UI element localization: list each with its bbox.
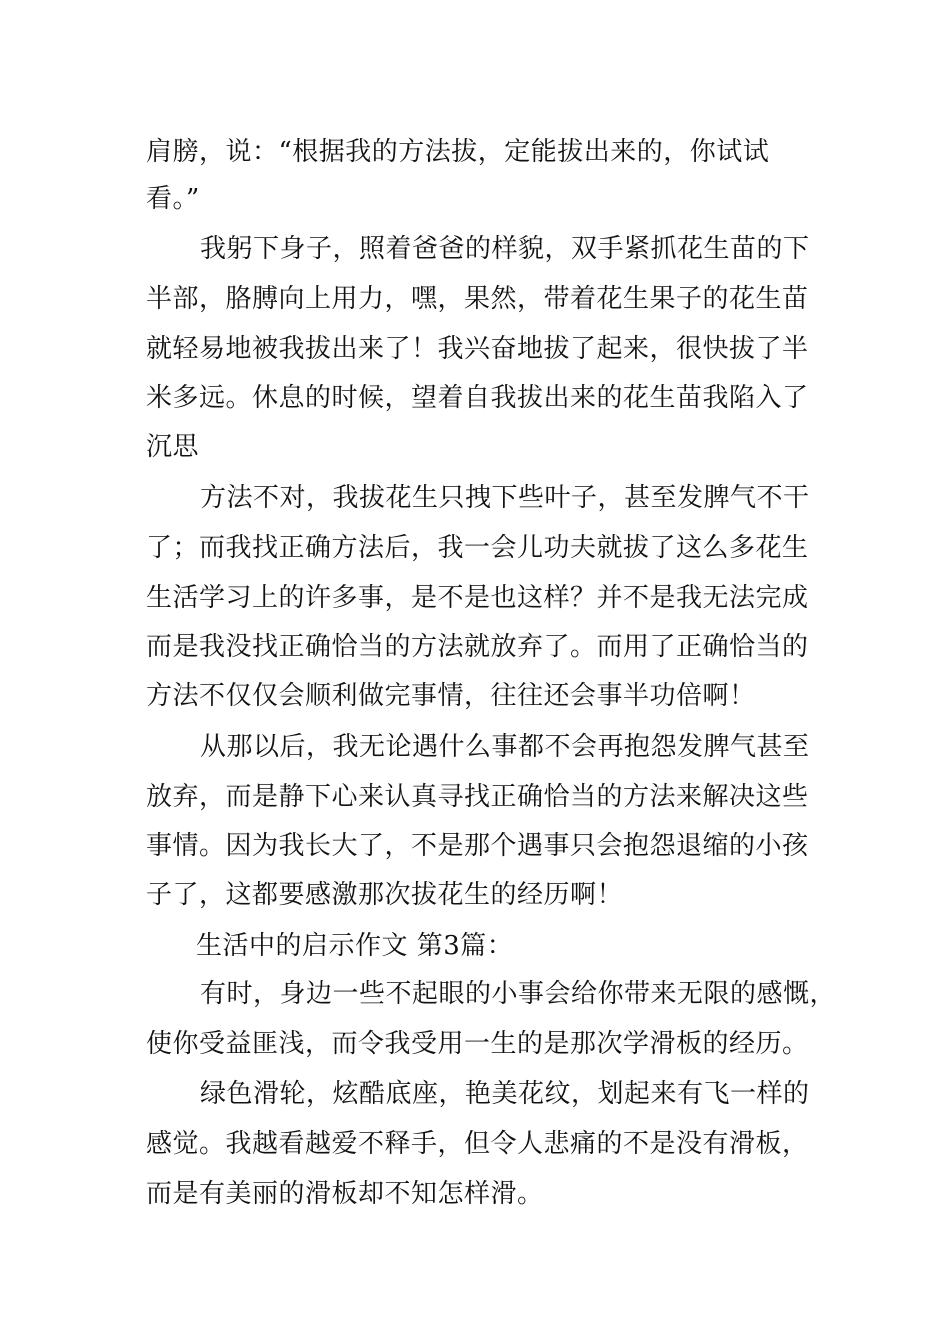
text-line: 了；而我找正确方法后，我一会儿功夫就拔了这么多花生 <box>146 533 809 563</box>
text-line: 就轻易地被我拔出来了！我兴奋地拔了起来，很快拔了半 <box>146 334 809 364</box>
text-line: 使你受益匪浅，而令我受用一生的是那次学滑板的经历。 <box>146 1029 809 1059</box>
text-line: 肩膀，说：“根据我的方法拔，定能拔出来的，你试试 <box>146 137 770 167</box>
text-line: 放弃，而是静下心来认真寻找正确恰当的方法来解决这些 <box>146 782 809 812</box>
text-line: 米多远。休息的时候，望着自我拔出来的花生苗我陷入了 <box>146 383 809 413</box>
paragraph-first-line: 从那以后，我无论遇什么事都不会再抱怨发脾气甚至 <box>200 732 810 762</box>
text-line: 子了，这都要感激那次拔花生的经历啊！ <box>146 880 624 910</box>
paragraph-first-line: 绿色滑轮，炫酷底座，艳美花纹，划起来有飞一样的 <box>200 1079 810 1109</box>
section-heading: 生活中的启示作文 第3篇： <box>196 931 514 961</box>
text-line: 生活学习上的许多事，是不是也这样？并不是我无法完成 <box>146 583 809 613</box>
paragraph-first-line: 我躬下身子，照着爸爸的样貌，双手紧抓花生苗的下 <box>200 234 810 264</box>
text-line: 沉思 <box>146 432 200 462</box>
text-line: 方法不仅仅会顺利做完事情，往往还会事半功倍啊！ <box>146 681 756 711</box>
text-line: 感觉。我越看越爱不释手，但令人悲痛的不是没有滑板， <box>146 1129 809 1159</box>
paragraph-first-line: 有时，身边一些不起眼的小事会给你带来无限的感慨， <box>200 979 837 1009</box>
text-line: 看。” <box>146 184 200 214</box>
text-line: 而是有美丽的滑板却不知怎样滑。 <box>146 1179 544 1209</box>
paragraph-first-line: 方法不对，我拔花生只拽下些叶子，甚至发脾气不干 <box>200 483 810 513</box>
text-line: 半部，胳膊向上用力，嘿，果然，带着花生果子的花生苗 <box>146 284 809 314</box>
text-line: 而是我没找正确恰当的方法就放弃了。而用了正确恰当的 <box>146 632 809 662</box>
text-line: 事情。因为我长大了，不是那个遇事只会抱怨退缩的小孩 <box>146 831 809 861</box>
